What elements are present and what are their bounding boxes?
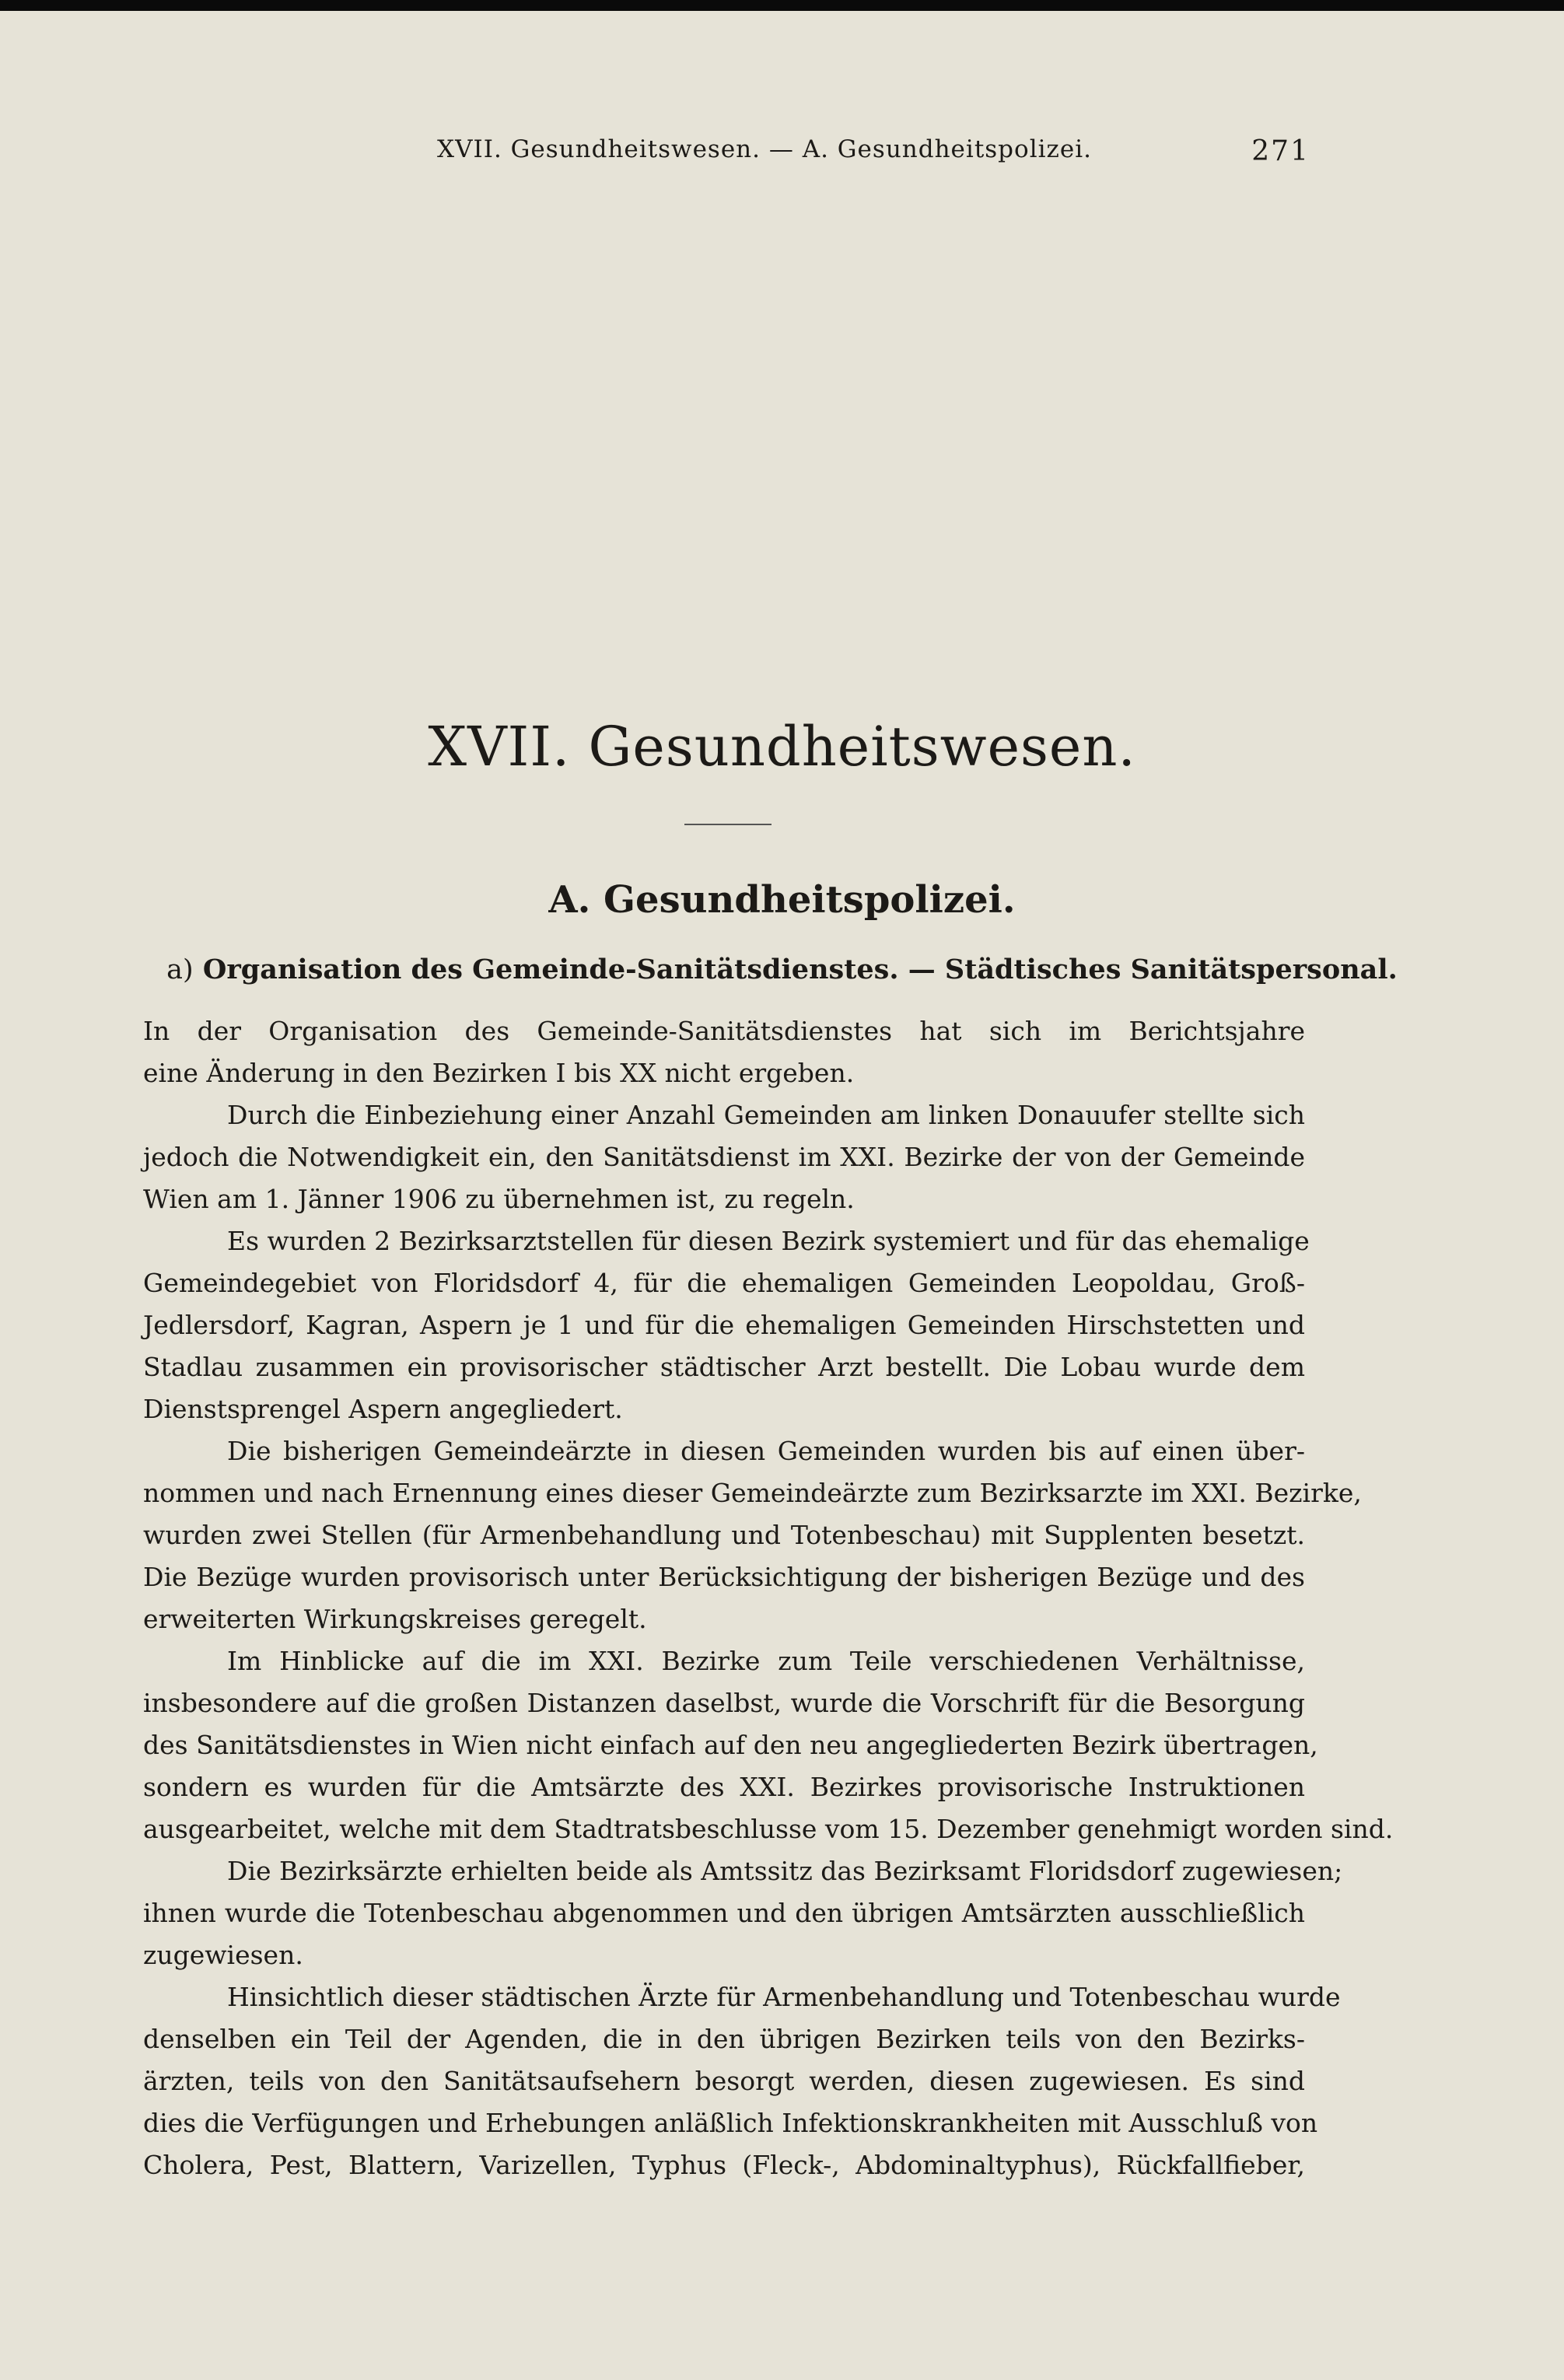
text-line: Durch die Einbeziehung einer Anzahl Gemeinden am linken Donauufer stellte sich <box>227 1100 1305 1130</box>
text-line: ausgearbeitet, welche mit dem Stadtratsbeschlusse vom 15. Dezember genehmigt worden sind. <box>143 1814 1394 1844</box>
text-line: zugewiesen. <box>143 1940 303 1970</box>
text-line: Dienstsprengel Aspern angegliedert. <box>143 1394 623 1424</box>
text-line: Die Bezirksärzte erhielten beide als Amtssitz das Bezirksamt Floridsdorf zugewiesen; <box>227 1856 1343 1886</box>
text-line: Es wurden 2 Bezirksarztstellen für diesen Bezirk systemiert und für das ehemalige <box>227 1226 1310 1256</box>
text-line: wurden zwei Stellen (für Armenbehandlung und Totenbeschau) mit Supplenten besetzt. <box>143 1520 1305 1550</box>
text-line: Wien am 1. Jänner 1906 zu übernehmen ist, zu regeln. <box>143 1184 855 1214</box>
running-title: XVII. Gesundheitswesen. — A. Gesundheitspolizei. <box>437 135 1092 163</box>
text-line: Im Hinblicke auf die im XXI. Bezirke zum Teile verschiedenen Verhältnisse, <box>227 1646 1305 1676</box>
text-line: insbesondere auf die großen Distanzen daselbst, wurde die Vorschrift für die Besorgung <box>143 1688 1305 1718</box>
text-line: ihnen wurde die Totenbeschau abgenommen und den übrigen Amtsärzten ausschließlich <box>143 1898 1305 1928</box>
page-number: 271 <box>1251 135 1310 167</box>
text-line: Stadlau zusammen ein provisorischer städtischer Arzt bestellt. Die Lobau wurde dem <box>143 1352 1305 1382</box>
text-line: des Sanitätsdienstes in Wien nicht einfach auf den neu angegliederten Bezirk übertragen, <box>143 1730 1318 1760</box>
text-line: Jedlersdorf, Kagran, Aspern je 1 und für die ehemaligen Gemeinden Hirschstetten und <box>143 1310 1305 1340</box>
document-page <box>0 11 1564 2380</box>
text-line: erweiterten Wirkungskreises geregelt. <box>143 1604 647 1634</box>
text-line: Die bisherigen Gemeindeärzte in diesen Gemeinden wurden bis auf einen über- <box>227 1436 1305 1466</box>
subsection-title <box>0 954 1564 985</box>
text-line: Die Bezüge wurden provisorisch unter Berücksichtigung der bisherigen Bezüge und des <box>143 1562 1305 1592</box>
subsection-heading: Organisation des Gemeinde-Sanitätsdienstes. — Städtisches Sanitätspersonal. <box>202 954 1398 985</box>
chapter-divider <box>684 824 772 825</box>
text-line: dies die Verfügungen und Erhebungen anläßlich Infektionskrankheiten mit Ausschluß von <box>143 2108 1318 2138</box>
running-header <box>143 135 1310 182</box>
text-line: eine Änderung in den Bezirken I bis XX nicht ergeben. <box>143 1058 855 1088</box>
scan-border <box>0 0 1564 11</box>
text-line: sondern es wurden für die Amtsärzte des XXI. Bezirkes provisorische Instruktionen <box>143 1772 1305 1802</box>
text-line: denselben ein Teil der Agenden, die in den übrigen Bezirken teils von den Bezirks- <box>143 2024 1305 2054</box>
text-line: In der Organisation des Gemeinde-Sanitätsdienstes hat sich im Berichtsjahre <box>143 1016 1305 1046</box>
text-line: nommen und nach Ernennung eines dieser Gemeindeärzte zum Bezirksarzte im XXI. Bezirke, <box>143 1478 1362 1508</box>
text-line: ärzten, teils von den Sanitätsaufsehern besorgt werden, diesen zugewiesen. Es sind <box>143 2066 1305 2096</box>
chapter-title: XVII. Gesundheitswesen. <box>428 715 1136 779</box>
section-title: A. Gesundheitspolizei. <box>548 878 1016 922</box>
subsection-letter: a) <box>166 954 194 985</box>
text-line: Hinsichtlich dieser städtischen Ärzte für Armenbehandlung und Totenbeschau wurde <box>227 1982 1341 2012</box>
text-line: Gemeindegebiet von Floridsdorf 4, für die ehemaligen Gemeinden Leopoldau, Groß- <box>143 1268 1305 1298</box>
text-line: jedoch die Notwendigkeit ein, den Sanitätsdienst im XXI. Bezirke der von der Gemeinde <box>143 1142 1305 1172</box>
text-line: Cholera, Pest, Blattern, Varizellen, Typhus (Fleck-, Abdominaltyphus), Rückfallfieber, <box>143 2150 1305 2180</box>
